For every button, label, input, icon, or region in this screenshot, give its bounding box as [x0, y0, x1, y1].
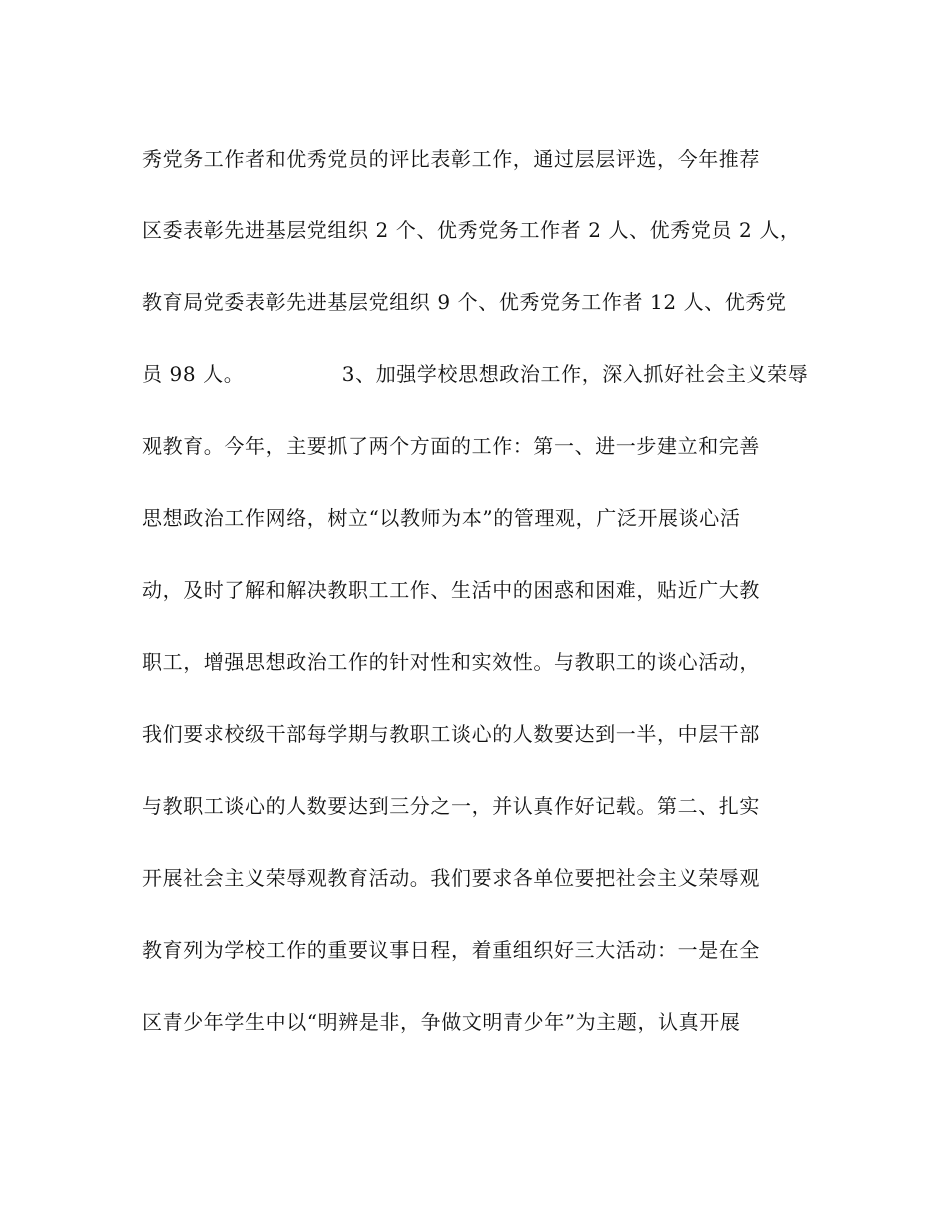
body-text-line: 职工，增强思想政治工作的针对性和实效性。与教职工的谈心活动， — [142, 650, 760, 674]
body-text-line: 员 98 人。 3、加强学校思想政治工作，深入抓好社会主义荣辱 — [142, 362, 809, 386]
body-text-line: 秀党务工作者和优秀党员的评比表彰工作，通过层层评选，今年推荐 — [142, 147, 760, 171]
body-text-line: 观教育。今年，主要抓了两个方面的工作：第一、进一步建立和完善 — [142, 434, 760, 458]
body-text-line: 思想政治工作网络，树立“以教师为本”的管理观，广泛开展谈心活 — [142, 506, 741, 530]
body-text-line: 开展社会主义荣辱观教育活动。我们要求各单位要把社会主义荣辱观 — [142, 866, 760, 890]
body-text-line: 区青少年学生中以“明辨是非，争做文明青少年”为主题，认真开展 — [142, 1010, 741, 1034]
body-text-line: 区委表彰先进基层党组织 2 个、优秀党务工作者 2 人、优秀党员 2 人， — [142, 218, 801, 242]
body-text-line: 与教职工谈心的人数要达到三分之一，并认真作好记载。第二、扎实 — [142, 794, 760, 818]
body-text-line: 动，及时了解和解决教职工工作、生活中的困惑和困难，贴近广大教 — [142, 578, 760, 602]
body-text-line: 教育列为学校工作的重要议事日程，着重组织好三大活动：一是在全 — [142, 938, 760, 962]
body-text-line: 教育局党委表彰先进基层党组织 9 个、优秀党务工作者 12 人、优秀党 — [142, 290, 787, 314]
body-text-line: 我们要求校级干部每学期与教职工谈心的人数要达到一半，中层干部 — [142, 722, 760, 746]
